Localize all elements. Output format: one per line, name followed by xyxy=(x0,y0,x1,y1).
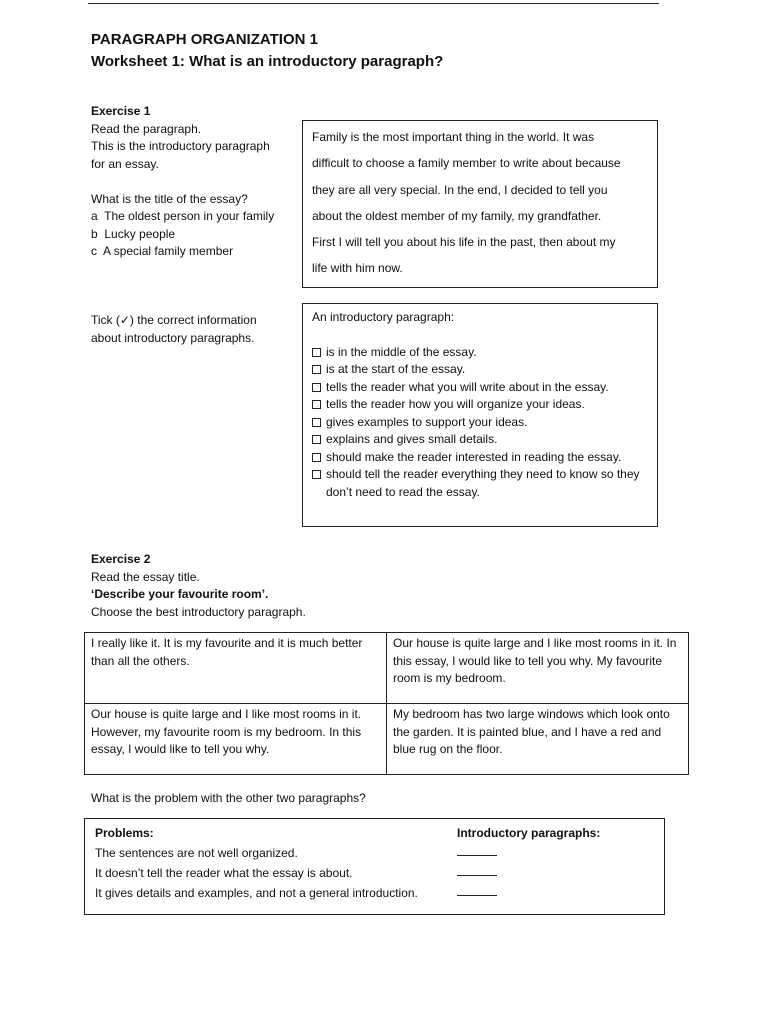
instruction-line: Tick (✓) the correct information xyxy=(91,313,257,327)
exercise2-heading: Exercise 2 xyxy=(91,552,151,566)
paragraph-line: about the oldest member of my family, my grandfather. xyxy=(312,208,602,223)
checklist-item[interactable] xyxy=(312,379,649,397)
problem-text: It gives details and examples, and not a general introduction. xyxy=(95,886,418,900)
checkbox[interactable] xyxy=(312,453,321,462)
option-text: The oldest person in your family xyxy=(104,209,275,223)
tick-instructions xyxy=(91,312,296,347)
option-c[interactable] xyxy=(91,243,296,261)
instruction-line: This is the introductory paragraph xyxy=(91,139,270,153)
instruction-line: Read the essay title. xyxy=(91,569,200,584)
paragraph-line: Family is the most important thing in the world. It was xyxy=(312,130,595,144)
problem-text: The sentences are not well organized. xyxy=(95,846,298,860)
checklist-item-text: should tell the reader everything they need to know so they don’t need to read the essay. xyxy=(326,467,640,499)
instruction-line: Choose the best introductory paragraph. xyxy=(91,604,306,619)
checkbox[interactable] xyxy=(312,348,321,357)
checkbox[interactable] xyxy=(312,383,321,392)
page-subtitle: Worksheet 1: What is an introductory paragraph? xyxy=(91,53,444,70)
instruction-line: about introductory paragraphs. xyxy=(91,330,255,345)
checkbox[interactable] xyxy=(312,435,321,444)
option-a[interactable] xyxy=(91,208,296,226)
checklist-item[interactable] xyxy=(312,344,649,362)
checklist-item[interactable] xyxy=(312,396,649,414)
paragraph-line: they are all very special. In the end, I decided to tell you xyxy=(312,182,608,197)
option-letter: c xyxy=(91,244,97,258)
top-rule xyxy=(88,3,659,4)
paragraph-choice-table xyxy=(84,632,689,775)
checklist-item[interactable] xyxy=(312,414,649,432)
exercise2-instructions xyxy=(91,551,491,621)
paragraph-option[interactable]: Our house is quite large and I like most rooms in it. In this essay, I would like to tell you why. My favourite room is my bedroom. xyxy=(387,633,689,704)
problem-text: It doesn’t tell the reader what the essay is about. xyxy=(95,866,353,880)
instruction-line: Read the paragraph. xyxy=(91,121,202,136)
checklist-item-text: is in the middle of the essay. xyxy=(326,344,477,359)
checklist-item-text: explains and gives small details. xyxy=(326,432,498,446)
answer-blank[interactable] xyxy=(457,883,497,896)
checkbox[interactable] xyxy=(312,400,321,409)
problems-box xyxy=(84,818,665,915)
paragraph-option[interactable]: My bedroom has two large windows which look onto the garden. It is painted blue, and I have a red and blue rug on the floor. xyxy=(387,704,689,775)
checklist-heading: An introductory paragraph: xyxy=(312,310,455,324)
checkbox[interactable] xyxy=(312,470,321,479)
checklist-item-text: is at the start of the essay. xyxy=(326,362,466,376)
checklist-item[interactable] xyxy=(312,431,649,449)
answer-blank[interactable] xyxy=(457,863,497,876)
checklist-item-text: tells the reader how you will organize your ideas. xyxy=(326,397,585,411)
paragraph-line: life with him now. xyxy=(312,261,403,276)
option-text: A special family member xyxy=(103,244,234,258)
checklist-item[interactable] xyxy=(312,449,649,467)
page-title: PARAGRAPH ORGANIZATION 1 xyxy=(91,31,318,48)
paragraph-option[interactable]: I really like it. It is my favourite and it is much better than all the others. xyxy=(85,633,387,704)
exercise1-instructions xyxy=(91,103,296,261)
essay-title: ‘Describe your favourite room’. xyxy=(91,587,269,601)
option-letter: a xyxy=(91,209,98,223)
checkbox[interactable] xyxy=(312,418,321,427)
option-b[interactable] xyxy=(91,226,296,244)
paragraph-line: First I will tell you about his life in the past, then about my xyxy=(312,235,616,250)
option-letter: b xyxy=(91,226,98,241)
answers-heading: Introductory paragraphs: xyxy=(457,826,601,840)
checklist-item-text: should make the reader interested in reading the essay. xyxy=(326,449,622,464)
checklist-item-text: gives examples to support your ideas. xyxy=(326,414,528,429)
paragraph-option[interactable]: Our house is quite large and I like most rooms in it. However, my favourite room is my bedroom. In this essay, I would like to tell you why. xyxy=(85,704,387,775)
exercise1-question: What is the title of the essay? xyxy=(91,191,248,206)
instruction-line: for an essay. xyxy=(91,156,159,171)
answer-blank[interactable] xyxy=(457,843,497,856)
problems-heading: Problems: xyxy=(95,826,154,840)
option-text: Lucky people xyxy=(104,226,176,241)
checklist-item[interactable] xyxy=(312,466,649,501)
exercise1-heading: Exercise 1 xyxy=(91,104,151,118)
checklist-item[interactable] xyxy=(312,361,649,379)
intro-paragraph-box xyxy=(302,120,658,288)
checklist-item-text: tells the reader what you will write about in the essay. xyxy=(326,379,609,394)
problems-question: What is the problem with the other two paragraphs? xyxy=(91,791,366,805)
checkbox[interactable] xyxy=(312,365,321,374)
paragraph-line: difficult to choose a family member to write about because xyxy=(312,156,621,171)
checklist-box xyxy=(302,303,658,527)
